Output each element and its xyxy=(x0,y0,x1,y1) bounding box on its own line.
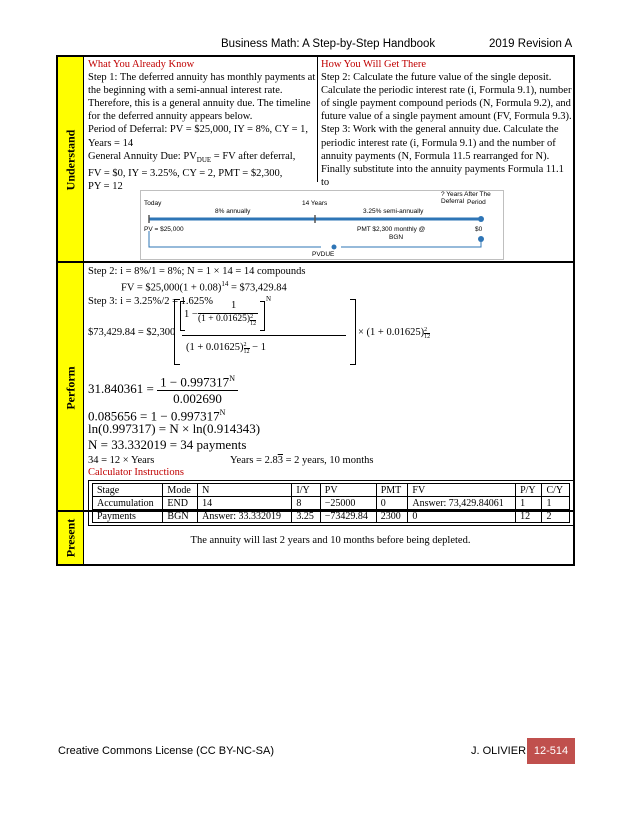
understand-label: Understand xyxy=(63,129,77,191)
header-revision: 2019 Revision A xyxy=(489,38,573,50)
known-line: the beginning with a semi-annual interest rate. xyxy=(88,85,283,97)
solve-line-5a: 34 = 12 × Years xyxy=(88,455,155,466)
plan-line: annuity payments (N, Formula 11.5 rearranged for N). xyxy=(321,150,550,162)
perform-label: Perform xyxy=(63,365,77,410)
table-header-cell: I/Y xyxy=(292,484,320,497)
header-title: Business Math: A Step-by-Step Handbook xyxy=(221,38,436,50)
known-line: for the deferred annuity appears below. xyxy=(88,111,253,123)
table-cell: Answer: 33.332019 xyxy=(198,510,292,523)
plan-column xyxy=(321,58,573,202)
timeline-zero: $0 xyxy=(475,226,483,233)
timeline-pv: PV = $25,000 xyxy=(144,226,184,233)
timeline-mid: 14 Years xyxy=(302,200,328,207)
table-header-cell: N xyxy=(198,484,292,497)
known-line: Years = 14 xyxy=(88,137,134,149)
solve-line-1: 31.840361 = $\frac{1 - 0.997317^N}{0.002690}$ xyxy=(88,371,238,407)
table-cell: −25000 xyxy=(320,497,376,510)
footer-author: J. OLIVIER xyxy=(471,745,527,757)
formula-one: 1 xyxy=(231,300,237,311)
table-header-cell: C/Y xyxy=(542,484,570,497)
known-line: FV = $0, IY = 3.25%, CY = 2, PMT = $2,300, xyxy=(88,167,283,179)
understand-band xyxy=(58,57,84,263)
table-header-cell: Stage xyxy=(93,484,163,497)
table-cell: Payments xyxy=(93,510,163,523)
table-cell: 2 xyxy=(542,510,570,523)
plan-line: Step 3: Work with the general annuity due. Calculate the xyxy=(321,124,559,136)
solve-line-5b: Years = 2.83 = 2 years, 10 months xyxy=(230,455,374,466)
divider xyxy=(58,261,573,263)
calculator-table-wrap xyxy=(88,480,574,526)
timeline-pmt1: PMT $2,300 monthly @ xyxy=(357,226,426,233)
timeline-end1: ? Years After The Deferral xyxy=(441,191,491,205)
table-cell: 8 xyxy=(292,497,320,510)
formula-one-minus: 1 − xyxy=(184,309,198,320)
table-cell: 1 xyxy=(542,497,570,510)
plan-heading: How You Will Get There xyxy=(321,59,427,70)
footer-license: Creative Commons License (CC BY-NC-SA) xyxy=(58,745,274,757)
annuity-formula xyxy=(88,295,568,365)
present-text: The annuity will last 2 years and 10 months before being depleted. xyxy=(190,535,471,546)
column-divider xyxy=(317,57,318,182)
table-header-row xyxy=(93,484,570,497)
known-line: Therefore, this is a general annuity due. The timeline xyxy=(88,98,311,110)
plan-line: future value of a single payment amount (FV, Formula 9.3). xyxy=(321,111,572,123)
timeline xyxy=(140,190,504,260)
timeline-pvdue: PVDUE xyxy=(312,251,335,258)
formula-inner-bracket-r xyxy=(260,301,265,331)
formula-bracket-right xyxy=(350,299,356,365)
table-header-cell: Mode xyxy=(163,484,198,497)
table-cell: 0 xyxy=(408,510,516,523)
table-cell: 2300 xyxy=(376,510,408,523)
present-label: Present xyxy=(63,518,77,558)
known-line: PY = 12 xyxy=(88,180,123,192)
plan-line: Finally substitute into the annuity payments Formula 11.1 to xyxy=(321,163,564,188)
plan-line: Calculate the periodic interest rate (i, Formula 9.1), number xyxy=(321,85,572,97)
step2-line: Step 2: i = 8%/1 = 8%; N = 1 × 14 = 14 compounds xyxy=(88,266,306,277)
formula-main-bar xyxy=(182,335,346,336)
known-line: General Annuity Due: $PV_{DUE}$ = FV after deferral, xyxy=(88,150,296,164)
table-cell: 0 xyxy=(376,497,408,510)
timeline-today: Today xyxy=(144,200,162,207)
timeline-end2: Period xyxy=(467,199,486,206)
formula-N: N xyxy=(266,295,272,303)
perform-band xyxy=(58,263,84,512)
calculator-table xyxy=(92,483,570,523)
timeline-pmt2: BGN xyxy=(389,234,404,241)
step2-fv: FV = $25,000(1 + 0.08)$^{14}$ = $73,429.84 xyxy=(121,280,287,294)
formula-times: × (1 + 0.01625) $\frac{2}{12}$ xyxy=(358,327,431,340)
table-row xyxy=(93,497,570,510)
solve-line-2: $0.085656 = 1 - 0.997317^N$ xyxy=(88,408,226,424)
table-cell: −73429.84 xyxy=(320,510,376,523)
table-header-cell: FV xyxy=(408,484,516,497)
formula-inner-den: (1 + 0.01625) $\frac{2}{12}$ xyxy=(198,314,257,327)
table-cell: 1 xyxy=(516,497,542,510)
timeline-rate2: 3.25% semi-annually xyxy=(363,208,424,215)
timeline-rate1: 8% annually xyxy=(215,208,251,215)
present-band xyxy=(58,512,84,564)
solve-line-4: N = 33.332019 = 34 payments xyxy=(88,437,247,452)
known-line: Step 1: The deferred annuity has monthly payments at xyxy=(88,72,316,84)
solve-line-3: ln(0.997317) = N × ln(0.914343) xyxy=(88,421,261,436)
table-header-cell: PV xyxy=(320,484,376,497)
formula-denominator: (1 + 0.01625) $\frac{2}{12}$ − 1 xyxy=(186,342,266,355)
table-cell: END xyxy=(163,497,198,510)
table-header-cell: P/Y xyxy=(516,484,542,497)
table-cell: 14 xyxy=(198,497,292,510)
table-cell: Accumulation xyxy=(93,497,163,510)
step3-line: Step 3: i = 3.25%/2 = 1.625% xyxy=(88,295,214,307)
plan-line: periodic interest rate (i, Formula 9.1) and the number of xyxy=(321,137,556,149)
table-cell: 3.25 xyxy=(292,510,320,523)
formula-lhs: $73,429.84 = $2,300 xyxy=(88,327,176,338)
table-cell: 12 xyxy=(516,510,542,523)
table-cell: BGN xyxy=(163,510,198,523)
known-column xyxy=(88,58,316,193)
table-header-cell: PMT xyxy=(376,484,408,497)
plan-line: of single payment compound periods (N, Formula 9.2), and xyxy=(321,98,571,110)
plan-line: Step 2: Calculate the future value of the single deposit. xyxy=(321,72,552,84)
footer-page-number: 12-514 xyxy=(527,738,575,764)
table-row xyxy=(93,510,570,523)
known-heading: What You Already Know xyxy=(88,59,195,70)
solution-frame xyxy=(56,55,575,566)
table-cell: Answer: 73,429.84061 xyxy=(408,497,516,510)
calculator-title: Calculator Instructions xyxy=(88,467,184,478)
known-line: Period of Deferral: PV = $25,000, IY = 8%, CY = 1, xyxy=(88,124,309,136)
